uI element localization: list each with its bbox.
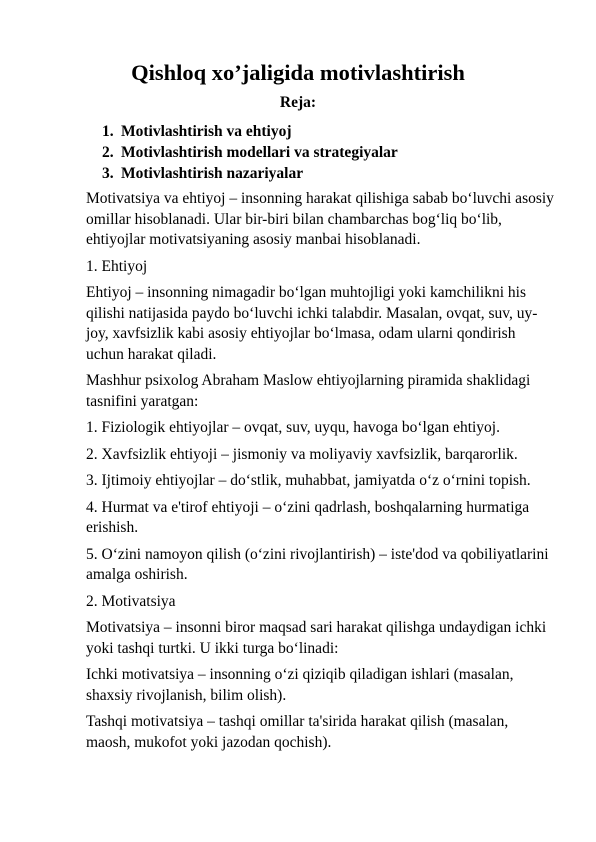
plan-item: 2. Motivlashtirish modellari va strategiyalar: [102, 144, 398, 161]
paragraph: Tashqi motivatsiya – tashqi omillar ta'sirida harakat qilish (masalan, maosh, mukofot yoki jazodan qochish).: [86, 713, 509, 751]
needs-list-item: 3. Ijtimoiy ehtiyojlar – do‘stlik, muhabbat, jamiyatda o‘z o‘rnini topish.: [86, 472, 531, 489]
document-body: [86, 189, 556, 759]
needs-list-item: 4. Hurmat va e'tirof ehtiyoji – o‘zini qadrlash, boshqalarning hurmatiga erishish.: [86, 498, 530, 536]
paragraph: Ehtiyoj – insonning nimagadir bo‘lgan muhtojligi yoki kamchilikni his qilishi natijasida paydo bo‘luvchi ichki talabdir. Masalan, ovqat, suv, uy-joy, xavfsizlik kabi asosiy ehtiyojlar bo‘lmasa, odam ularni qondirish uchun harakat qiladi.: [86, 284, 538, 363]
paragraph: Mashhur psixolog Abraham Maslow ehtiyojlarning piramida shaklidagi tasnifini yaratgan:: [86, 372, 531, 410]
needs-list-item: 5. O‘zini namoyon qilish (o‘zini rivojlantirish) – iste'dod va qobiliyatlarini amalga oshirish.: [86, 545, 549, 583]
needs-list-item: 2. Xavfsizlik ehtiyoji – jismoniy va moliyaviy xavfsizlik, barqarorlik.: [86, 445, 518, 463]
paragraph: Motivatsiya – insonni biror maqsad sari harakat qilishga undaydigan ichki yoki tashqi turtki. U ikki turga bo‘linadi:: [86, 619, 547, 657]
document-title: Qishloq xo’jaligida motivlashtirish: [131, 60, 465, 85]
section-heading-ehtiyoj: 1. Ehtiyoj: [86, 257, 148, 275]
plan-list: [102, 121, 398, 184]
intro-paragraph: Motivatsiya va ehtiyoj – insonning harakat qilishiga sabab bo‘luvchi asosiy omillar hisoblanadi. Ular bir-biri bilan chambarchas bog‘liq bo‘lib, ehtiyojlar motivatsiyaning asosiy manbai hisoblanadi.: [86, 190, 554, 248]
plan-item: 1. Motivlashtirish va ehtiyoj: [102, 123, 292, 140]
section-heading-motivatsiya: 2. Motivatsiya: [86, 592, 176, 610]
plan-heading: Reja:: [279, 94, 317, 111]
paragraph: Ichki motivatsiya – insonning o‘zi qiziqib qiladigan ishlari (masalan, shaxsiy rivojlanish, bilim olish).: [86, 666, 514, 704]
plan-item: 3. Motivlashtirish nazariyalar: [102, 165, 304, 182]
needs-list-item: 1. Fiziologik ehtiyojlar – ovqat, suv, uyqu, havoga bo‘lgan ehtiyoj.: [86, 419, 500, 436]
